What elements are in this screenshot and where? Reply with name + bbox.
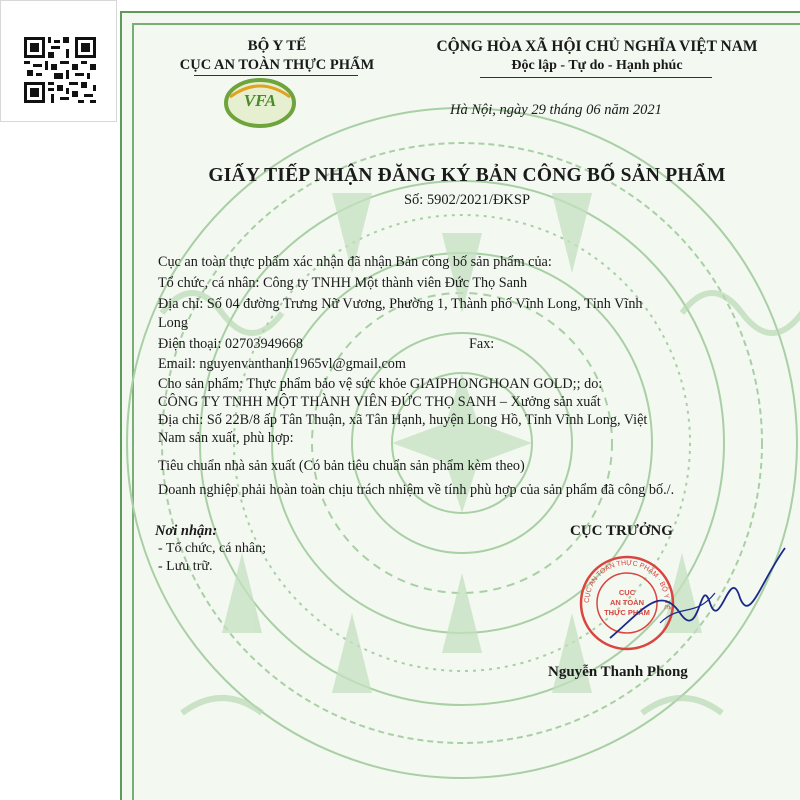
body-address-line-2: Long: [158, 315, 188, 331]
issue-date: Hà Nội, ngày 29 tháng 06 năm 2021: [450, 102, 662, 118]
document-title: GIẤY TIẾP NHẬN ĐĂNG KÝ BẢN CÔNG BỐ SẢN PHẨM: [208, 165, 726, 186]
seal-inner-line: CỤC: [618, 588, 636, 597]
national-motto: Độc lập - Tự do - Hạnh phúc: [511, 58, 683, 73]
handwritten-signature: [600, 543, 790, 653]
department-name: CỤC AN TOÀN THỰC PHẨM: [179, 57, 375, 73]
country-name: CỘNG HÒA XÃ HỘI CHỦ NGHĨA VIỆT NAM: [436, 38, 758, 55]
certificate-document: [120, 11, 800, 800]
ministry-name: BỘ Y TẾ: [247, 38, 307, 54]
vfa-logo-text: VFA: [243, 91, 277, 110]
seal-outer-text: CỤC AN TOÀN THỰC PHẨM · BỘ Y TẾ: [583, 559, 671, 610]
body-address-line-1: Địa chỉ: Số 04 đường Trưng Nữ Vương, Phường 1, Thành phố Vĩnh Long, Tỉnh Vĩnh: [158, 296, 643, 312]
body-standard: Tiêu chuẩn nhà sản xuất (Có bản tiêu chuẩn sản phẩm kèm theo): [158, 458, 525, 474]
recipient-item: - Tổ chức, cá nhân;: [158, 541, 267, 556]
body-product: Cho sản phẩm: Thực phẩm bảo vệ sức khỏe GIAIPHONGHOAN GOLD;; do:: [158, 376, 603, 392]
body-phone: Điện thoại: 02703949668: [158, 336, 304, 352]
motto-underline: [480, 77, 712, 78]
qr-code-panel: [0, 0, 117, 122]
body-fax: Fax:: [469, 336, 495, 352]
body-email: Email: nguyenvanthanh1965vl@gmail.com: [158, 356, 406, 372]
body-manufacturer-address-2: Nam sản xuất, phù hợp:: [158, 430, 294, 446]
signatory-name: Nguyễn Thanh Phong: [548, 664, 688, 680]
body-organization: Tổ chức, cá nhân: Công ty TNHH Một thành viên Đức Thọ Sanh: [158, 275, 528, 291]
body-manufacturer: CÔNG TY TNHH MỘT THÀNH VIÊN ĐỨC THỌ SANH – Xưởng sản xuất: [158, 394, 601, 410]
body-manufacturer-address-1: Địa chỉ: Số 22B/8 ấp Tân Thuận, xã Tân Hạnh, huyện Long Hồ, Tỉnh Vĩnh Long, Việt: [158, 412, 648, 428]
document-number: Số: 5902/2021/ĐKSP: [403, 192, 531, 208]
qr-code-icon: [24, 37, 96, 103]
body-intro: Cục an toàn thực phẩm xác nhận đã nhận Bản công bố sản phẩm của:: [158, 254, 552, 270]
recipient-item: - Lưu trữ.: [158, 559, 213, 574]
seal-inner-line: AN TOÀN: [609, 598, 645, 607]
signatory-role: CỤC TRƯỞNG: [570, 523, 673, 539]
header-left-underline: [194, 75, 358, 76]
recipients-heading: Nơi nhận:: [155, 523, 218, 539]
body-responsibility: Doanh nghiệp phải hoàn toàn chịu trách nhiệm về tính phù hợp của sản phẩm đã công bố./.: [158, 482, 675, 498]
seal-inner-line: THỰC PHẨM: [604, 608, 650, 617]
